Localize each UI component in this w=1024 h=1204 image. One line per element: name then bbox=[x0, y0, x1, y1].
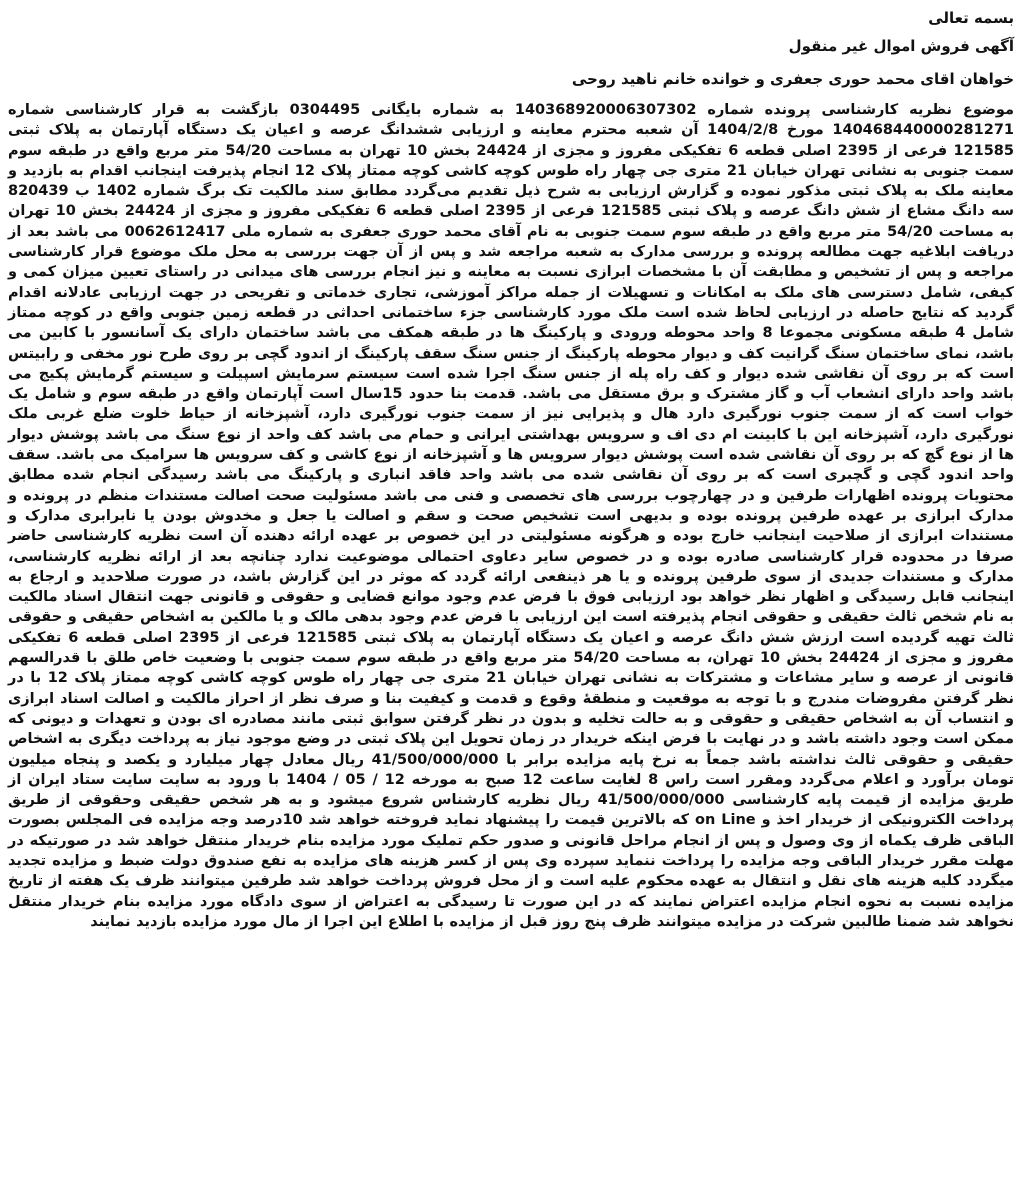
invocation-heading: بسمه تعالی bbox=[928, 9, 1014, 27]
applicants-line: خواهان اقای محمد حوری جعفری و خوانده خانم ناهید روحی bbox=[571, 70, 1014, 88]
notice-title: آگهی فروش اموال غیر منقول bbox=[788, 37, 1014, 55]
notice-body-text: موضوع نظریه کارشناسی پرونده شماره 140368920006307302 به شماره بایگانی 0304495 بازگشت به قرار کارشناسی شماره 140468440000281271 مورخ 1404/2/8 آن شعبه محترم معاینه و ارزیابی ششدانگ عرصه و اعیان یک دستگاه آپارتمان به پلاک ثبتی 121585 فرعی از 2395 اصلی قطعه 6 تفکیکی مفروز و مجزی از 24424 بخش 10 تهران به مساحت 54/20 متر مربع واقع در طبقه سوم سمت جنوبی به نشانی تهران خیابان 21 متری جی چهار راه طوس کوچه کاشی کوچه ممتاز پلاک 12 انجام پذیرفت اینجانب اقدام به بازدید و معاینه ملک به پلاک ثبتی مذکور نموده و گزارش ارزیابی به شرح ذیل تقدیم می‌گردد مطابق سند مالکیت تک برگ شماره 1402 ب 820439 سه دانگ مشاع از شش دانگ عرصه و پلاک ثبتی 121585 فرعی از 2395 اصلی قطعه 6 تفکیکی مفروز و مجزی از 24424 بخش 10 تهران به مساحت 54/20 متر مربع واقع در طبقه سوم سمت جنوبی به نام آقای محمد حوری جعفری به شماره ملی 0062612417 می باشد بعد از دریافت ابلاغیه جهت مطالعه پرونده و بررسی مدارک به شعبه مراجعه شد و پس از آن جهت بررسی به محل ملک موضوع قرار کارشناسی مراجعه و پس از تشخیص و مطابقت آن با مشخصات ابرازی نسبت به معاینه و نیز انجام بررسی های میدانی در راستای تعیین میزان کمی و کیفی، شامل دسترسی های ملک به امکانات و تسهیلات از جمله مراکز آموزشی، تجاری خدماتی و تفریحی در جهت ارزیابی عادلانه اقدام گردید که نتایج حاصله در ارزیابی لحاظ شده است ملک مورد کارشناسی جزء ساختمانی احداثی در قطعه زمین جنوبی واقع در کوچه ممتاز شامل 4 طبقه مسکونی مجموعا 8 واحد محوطه ورودی و پارکینگ ها در طبقه همکف می باشد ساختمان دارای یک آسانسور با کابین می باشد، نمای ساختمان سنگ گرانیت کف و دیوار محوطه پارکینگ از جنس سنگ سقف پارکینگ از اندود گچی بر روی طرح نور مخفی و رابیتس است که بر روی آن نقاشی شده دیوار و کف راه پله از جنس سنگ اجرا شده است سیستم سرمایش اسپیلت و سیستم گرمایش پکیج می باشد واحد دارای انشعاب آب و گاز مشترک و برق مستقل می باشد. قدمت بنا حدود 15سال است آپارتمان واقع در طبقه سوم و شامل یک خواب است که از سمت جنوب نورگیری دارد هال و پذیرایی نیز از سمت جنوب نورگیری دارد، آشپزخانه از حیاط خلوت ضلع غربی ملک نورگیری دارد، آشپزخانه این با کابینت ام دی اف و سرویس بهداشتی ایرانی و حمام می باشد کف واحد از نوع سنگ می باشد پوشش دیوار ها از نوع گچ که بر روی آن نقاشی شده است پوشش دیوار سرویس ها و آشپزخانه از نوع کاشی و کف سرویس ها سرامیک می باشد. سقف واحد اندود گچی و گچبری است که بر روی آن نقاشی شده می باشد واحد فاقد انباری و پارکینگ می باشد رسیدگی انجام شده مطابق محتویات پرونده اظهارات طرفین و در چهارچوب بررسی های تخصصی و فنی می باشد مسئولیت صحت اصالت مستندات منظم در پرونده و مدارک ابرازی بر عهده طرفین پرونده بوده و بدیهی است تشخیص صحت و سقم و اصالت یا جعل و مخدوش بودن یا نابرابری مدارک و مستندات ابرازی از صلاحیت اینجانب خارج بوده و هرگونه مسئولیتی در این خصوص بر عهده ارائه دهنده آن است نظریه کارشناسی حاضر صرفا در محدوده قرار کارشناسی صادره بوده و در خصوص سایر دعاوی احتمالی موضوعیت ندارد چنانچه بعد از ارائه نظریه کارشناسی، مدارک و مستندات جدیدی از سوی طرفین پرونده و یا هر ذینفعی ارائه گردد که موثر در این گزارش باشد، در صورت صلاحدید و ارجاع به اینجانب قابل رسیدگی و اظهار نظر خواهد بود ارزیابی فوق با فرض عدم وجود موانع قضایی و حقوقی و قانونی جهت انتقال اسناد مالکیت به نام شخص ثالث حقیقی و حقوقی انجام پذیرفته است این ارزیابی با فرض عدم وجود بدهی مالک و یا مالکین به اشخاص حقیقی و حقوقی ثالث تهیه گردیده است ارزش شش دانگ عرصه و اعیان یک دستگاه آپارتمان به پلاک ثبتی 121585 فرعی از 2395 اصلی قطعه 6 تفکیکی مفروز و مجزی از 24424 بخش 10 تهران، به مساحت 54/20 متر مربع واقع در طبقه سوم سمت جنوبی با وضعیت خاص طلق با قدرالسهم قانونی از عرصه و سایر مشاعات و مشترکات به نشانی تهران خیابان 21 متری جی چهار راه طوس کوچه کاشی کوچه ممتاز پلاک 12 با در نظر گرفتن مفروضات مندرج و با توجه به موقعیت و منطقهٔ وقوع و قدمت و کیفیت بنا و صرف نظر از احراز مالکیت و اصالت اسناد ابرازی و انتساب آن به اشخاص حقیقی و حقوقی و به حالت تخلیه و بدون در نظر گرفتن سوابق ثبتی مانند مصادره ای بودن و تعهدات و دیونی که ممکن است وجود داشته باشد و در نهایت با فرض اینکه خریدار در زمان تحویل این پلاک ثبتی در وضع موجود نیاز به پرداخت دیگری به اشخاص حقیقی و حقوقی ثالث نداشته باشد جمعاً به نرخ پایه مزایده برابر با 41/500/000/000 ریال معادل چهار میلیارد و یکصد و پنجاه میلیون تومان برآورد و اعلام می‌گردد ومقرر است راس 8 لغایت ساعت 12 صبح به مورخه 12 / 05 / 1404 با ورود به سایت سایت ستاد ایران از طریق مزایده از قیمت پایه کارشناسی 41/500/000/000 ریال نظریه کارشناس شروع میشود و به هر شخص حقیقی وحقوقی از طریق پرداخت الکترونیکی از خریدار اخذ و on Line که بالاترین قیمت را پیشنهاد نماید فروخته خواهد شد 10درصد وجه مزایده فی المجلس بصورت الباقی ظرف یکماه از وی وصول و پس از انجام مراحل قانونی و صدور حکم تملیک مورد مزایده بنام خریدار منتقل خواهد شد در صورتیکه در مهلت مقرر خریدار الباقی وجه مزایده را پرداخت ننماید سپرده وی پس از کسر هزینه های مزایده به نفع صندوق دولت ضبط و مزایده تجدید میگردد کلیه هزینه های نقل و انتقال به عهده محکوم علیه است و از محل فروش پرداخت خواهد شد طرفین میتوانند ظرف یک هفته از تاریخ مزایده نسبت به نحوه انجام مزایده اعتراض نمایند که در این صورت تا رسیدگی به اعتراض از سوی دادگاه مورد مزایده بنام خریدار منتقل نخواهد شد ضمنا طالبین شرکت در مزایده میتوانند ظرف پنج روز قبل از مزایده با اطلاع این اجرا از مال مورد مزایده بازدید نمایند bbox=[8, 102, 1015, 930]
